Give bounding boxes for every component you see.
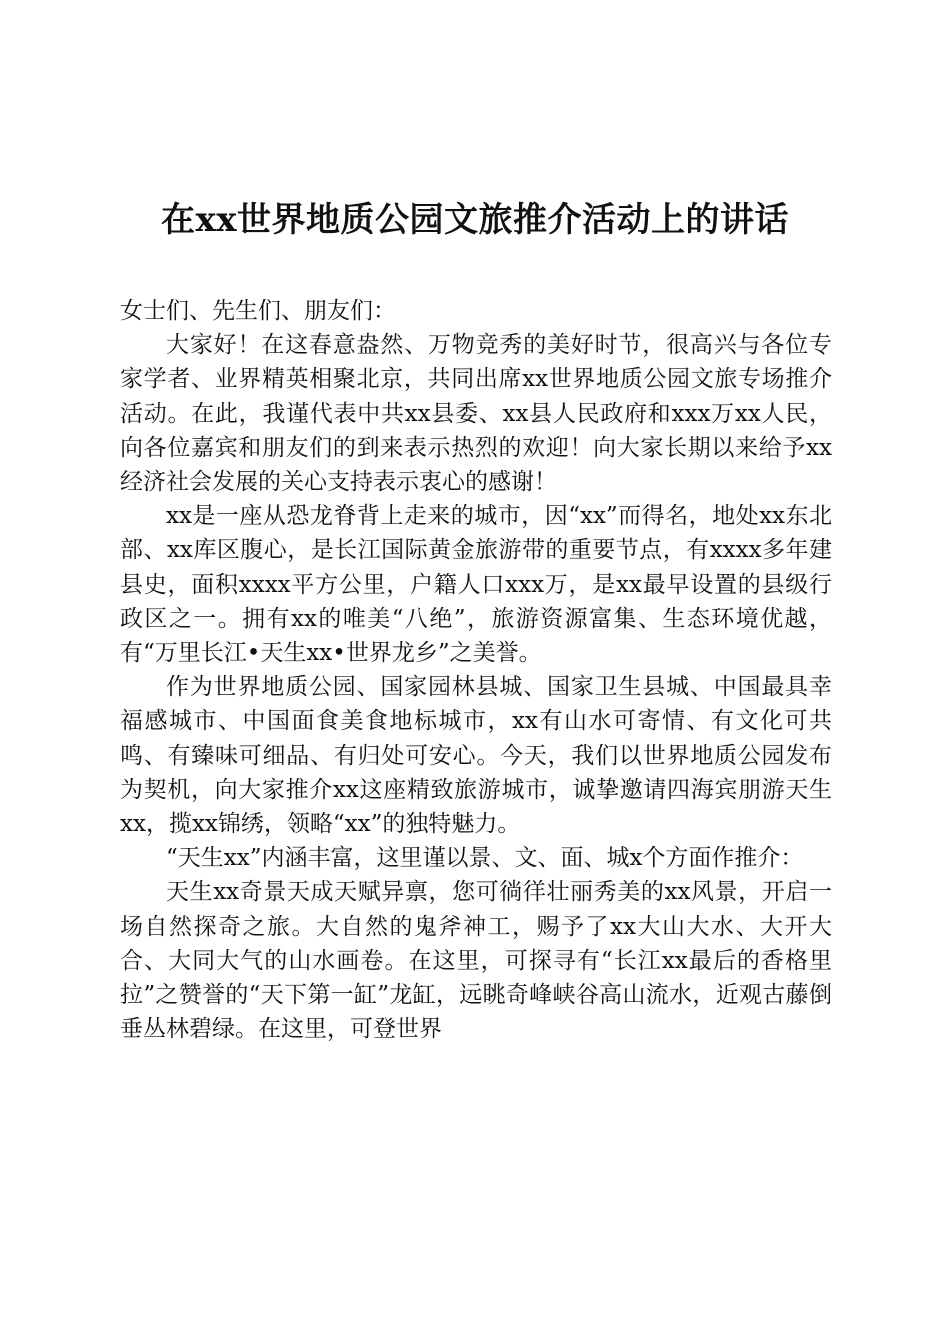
paragraph-3: 作为世界地质公园、国家园林县城、国家卫生县城、中国最具幸福感城市、中国面食美食地标城市，xx有山水可寄情、有文化可共鸣、有臻味可细品、有归处可安心。今天，我们以世界地质公园发布为契机，向大家推介xx这座精致旅游城市，诚挚邀请四海宾朋游天生xx，揽xx锦绣，领略“xx”的独特魅力。: [120, 674, 832, 838]
paragraph-4: “天生xx”内涵丰富，这里谨以景、文、面、城x个方面作推介：: [166, 845, 804, 872]
document-title: 在xx世界地质公园文旅推介活动上的讲话: [160, 200, 790, 240]
paragraph-2: xx是一座从恐龙脊背上走来的城市，因“xx”而得名，地处xx东北部、xx库区腹心，是长江国际黄金旅游带的重要节点，有xxxx多年建县史，面积xxxx平方公里，户籍人口xxx万，是xx最早设置的县级行政区之一。拥有xx的唯美“八绝”，旅游资源富集、生态环境优越，有“万里长江•天生xx•世界龙乡”之美誉。: [120, 503, 832, 667]
paragraph-1: 大家好！在这春意盎然、万物竞秀的美好时节，很高兴与各位专家学者、业界精英相聚北京，共同出席xx世界地质公园文旅专场推介活动。在此，我谨代表中共xx县委、xx县人民政府和xxx万xx人民，向各位嘉宾和朋友们的到来表示热烈的欢迎！向大家长期以来给予xx经济社会发展的关心支持表示衷心的感谢！: [120, 332, 832, 496]
paragraph-5: 天生xx奇景天成天赋异禀，您可徜徉壮丽秀美的xx风景，开启一场自然探奇之旅。大自然的鬼斧神工，赐予了xx大山大水、大开大合、大同大气的山水画卷。在这里，可探寻有“长江xx最后的香格里拉”之赞誉的“天下第一缸”龙缸，远眺奇峰峡谷高山流水，近观古藤倒垂丛林碧绿。在这里，可登世界: [120, 879, 832, 1043]
document-body: [120, 294, 832, 1046]
greeting-line: 女士们、先生们、朋友们：: [120, 298, 396, 324]
